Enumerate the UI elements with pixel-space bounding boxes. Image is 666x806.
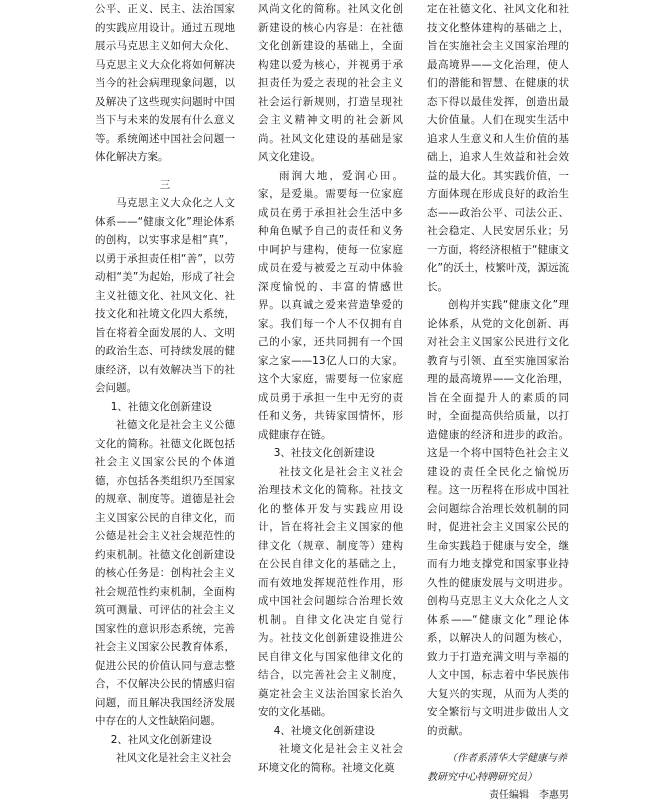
text-column-1 xyxy=(95,0,235,768)
paragraph: 社德文化是社会主义公德文化的简称。社德文化既包括社会主义国家公民的个体道德，亦包括各类组织乃至国家的规章、制度等。道德是社会主义国家公民的自律文化，而公德是社会主义社会规范性的约束机制。社德文化创新建设的核心任务是：创构社会主义社会规范性约束机制，全面构筑可测量、可评估的社会主义国家性的意识形态系统，完善社会主义国家公民教育体系，促进公民的价值认同与意志整合，不仅解决公民的情感归宿问题，而且解决我国经济发展中存在的人文性缺陷问题。 xyxy=(95,419,235,727)
subheading: 3、社技文化创新建设 xyxy=(273,447,375,459)
paragraph: 风尚文化的简称。社风文化创新建设的核心内容是：在社德文化创新建设的基础上，全面构建以爱为核心，并视勇于承担责任为爱之表现的社会主义社会运行新规则，打造呈现社会主义精神文明的社会新风尚。社风文化建设的基础是家风文化建设。 xyxy=(258,3,403,163)
editor-credit: 责任编辑 李惠男 xyxy=(489,790,569,801)
subheading: 4、社境文化创新建设 xyxy=(273,724,375,737)
author-note: （作者系清华大学健康与养教研究中心特聘研究员） xyxy=(427,753,567,783)
paragraph: 社境文化是社会主义社会环境文化的简称。社境文化奠 xyxy=(258,743,403,774)
paragraph: 定在社德文化、社风文化和社技文化整体建构的基础之上，旨在实施社会主义国家治理的最高境界——文化治理，使人们的潜能和智慧、在健康的状态下得以最佳发挥，创造出最大价值量。人们在现实生活中追求人生意义和人生价值的基础上，追求人生效益和社会效益的最大化。其实践价值，一方面体现在形成良好的政治生态——政治公平、司法公正、社会稳定、人民安居乐业；另一方面，将经济根植于“健康文化”的沃土，枝繁叶茂，源远流长。 xyxy=(427,3,569,293)
paragraph: 创构并实践“健康文化”理论体系，从党的文化创新、再对社会主义国家公民进行文化教育与引领、直至实施国家治理的最高境界——文化治理，旨在全面提升人的素质的同时，全面提高供给质量，以打造健康的经济和进步的政治。这是一个将中国特色社会主义建设的责任全民化之愉悦历程。这一历程将在形成中国社会问题综合治理长效机制的同时，促进社会主义国家公民的生命实践趋于健康与安全，继而有力地支撑党和国家事业持久性的健康发展与文明进步。创构马克思主义大众化之人文体系——“健康文化”理论体系，以解决人的问题为核心，致力于打造充满文明与幸福的人文中国，标志着中华民族伟大复兴的实现，从而为人类的安全繁衍与文明进步做出人文的贡献。 xyxy=(427,299,569,737)
paragraph: 社风文化是社会主义社会 xyxy=(116,752,232,764)
text-column-2 xyxy=(258,0,403,777)
paragraph: 雨润大地，爱润心田。家，是爱巢。需要每一位家庭成员在勇于承担社会生活中多种角色赋予自己的责任和义务中呵护与建构，使每一位家庭成员在爱与被爱之互动中体验深度愉悦的、丰富的情感世界。以真诚之爱来营造挚爱的家。我们每一个人不仅拥有自己的小家，还共同拥有一个国家之家——13亿人口的大家。这个大家庭，需要每一位家庭成员勇于承担一生中无穷的责任和义务，共铸家国情怀，形成健康存在链。 xyxy=(258,169,403,441)
section-number: 三 xyxy=(159,178,171,191)
subheading: 2、社风文化创新建设 xyxy=(110,733,212,746)
paragraph: 社技文化是社会主义社会治理技术文化的简称。社技文化的整体开发与实践应用设计，旨在将社会主义国家的他律文化（规章、制度等）建构在公民自律文化的基础之上，而有效地发挥规范性作用，形成中国社会问题综合治理长效机制。自律文化决定自觉行为。社技文化创新建设推进公民自律文化与国家他律文化的结合，以完善社会主义制度，奠定社会主义法治国家长治久安的文化基础。 xyxy=(258,465,403,718)
paragraph: 公平、正义、民主、法治国家的实践应用设计。通过五现地展示马克思主义如何大众化、马克思主义大众化将如何解决当今的社会病理现象问题，以及解决了这些现实问题时中国当下与未来的发展有什么意义等。系统阐述中国社会问题一体化解决方案。 xyxy=(95,3,235,163)
paragraph: 马克思主义大众化之人文体系——“健康文化”理论体系的创构，以实事求是相“真”，以勇于承担责任相“善”，以劳动相“美”为起始，形成了社会主义社德文化、社风文化、社技文化和社境文化四大系统，旨在将着全面发展的人、文明的政治生态、可持续发展的健康经济，以有效解决当下的社会问题。 xyxy=(95,197,235,394)
text-column-3 xyxy=(427,0,569,806)
subheading: 1、社德文化创新建设 xyxy=(110,400,212,413)
